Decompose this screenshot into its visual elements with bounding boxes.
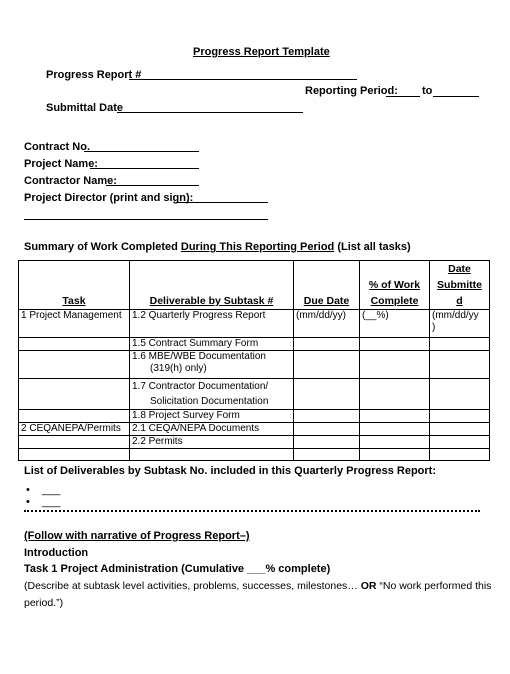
table-cell-percent[interactable] [360, 449, 430, 461]
progress-report-number-field[interactable] [129, 79, 357, 80]
narrative-instruction: (Follow with narrative of Progress Report–) [24, 530, 250, 542]
section-divider [24, 510, 480, 512]
deliverables-list-heading: List of Deliverables by Subtask No. included in this Quarterly Progress Report: [24, 465, 436, 477]
reporting-period-label: Reporting Period: [305, 85, 398, 97]
table-cell-deliverable[interactable]: 2.2 Permits [130, 436, 294, 449]
table-cell-due-date[interactable] [294, 449, 360, 461]
table-cell-percent[interactable] [360, 436, 430, 449]
project-name-field[interactable] [90, 168, 199, 169]
table-cell-task[interactable] [19, 436, 130, 449]
table-row [19, 351, 490, 379]
table-row [19, 310, 490, 338]
column-header-date-submitted: Date Submitte d [430, 261, 490, 310]
list-item[interactable]: ___ [42, 496, 61, 508]
table-row [19, 436, 490, 449]
reporting-period-end-field[interactable] [433, 96, 479, 97]
table-cell-deliverable[interactable]: 1.7 Contractor Documentation/ Solicitation Documentation [130, 379, 294, 410]
project-director-signature-field[interactable] [24, 219, 268, 220]
table-cell-date-submitted[interactable] [430, 410, 490, 423]
column-header-percent-complete: % of Work Complete [360, 261, 430, 310]
table-cell-due-date[interactable] [294, 351, 360, 379]
table-cell-deliverable[interactable]: 1.8 Project Survey Form [130, 410, 294, 423]
summary-heading [24, 241, 411, 253]
table-cell-task[interactable]: 1 Project Management [19, 310, 130, 338]
table-cell-task[interactable] [19, 351, 130, 379]
table-cell-task[interactable] [19, 379, 130, 410]
summary-heading-underlined: During This Reporting Period [180, 241, 335, 253]
table-cell-due-date[interactable]: (mm/dd/yy) [294, 310, 360, 338]
table-cell-deliverable[interactable] [130, 449, 294, 461]
table-cell-percent[interactable] [360, 338, 430, 351]
table-row [19, 379, 490, 410]
table-cell-date-submitted[interactable] [430, 338, 490, 351]
reporting-period-start-field[interactable] [386, 96, 420, 97]
table-cell-date-submitted[interactable] [430, 351, 490, 379]
list-bullet: • [26, 484, 30, 496]
contract-no-field[interactable] [84, 151, 199, 152]
column-header-task: Task [19, 261, 130, 310]
contractor-name-field[interactable] [106, 185, 199, 186]
table-cell-percent[interactable] [360, 379, 430, 410]
summary-heading-prefix: Summary of Work Completed [24, 241, 181, 253]
list-item[interactable]: ___ [42, 484, 61, 496]
contract-no-label: Contract No. [24, 141, 90, 153]
table-cell-due-date[interactable] [294, 436, 360, 449]
table-cell-task[interactable] [19, 338, 130, 351]
task1-heading: Task 1 Project Administration (Cumulative ___% complete) [24, 563, 331, 575]
table-row [19, 338, 490, 351]
table-cell-date-submitted[interactable]: (mm/dd/yy ) [430, 310, 490, 338]
table-cell-due-date[interactable] [294, 379, 360, 410]
table-header-row [19, 261, 490, 310]
table-cell-date-submitted[interactable] [430, 436, 490, 449]
table-cell-date-submitted[interactable] [430, 379, 490, 410]
introduction-heading: Introduction [24, 547, 89, 559]
contractor-name-label: Contractor Name: [24, 175, 117, 187]
table-cell-task[interactable] [19, 449, 130, 461]
table-row [19, 423, 490, 436]
submittal-date-field[interactable] [117, 112, 303, 113]
column-header-due-date: Due Date [294, 261, 360, 310]
summary-heading-suffix: (List all tasks) [334, 241, 411, 253]
work-summary-table [18, 260, 490, 461]
table-row [19, 449, 490, 461]
table-cell-percent[interactable] [360, 410, 430, 423]
progress-report-number-label: Progress Report # [46, 69, 142, 81]
table-cell-deliverable[interactable]: 1.5 Contract Summary Form [130, 338, 294, 351]
table-cell-due-date[interactable] [294, 410, 360, 423]
table-cell-task[interactable]: 2 CEQANEPA/Permits [19, 423, 130, 436]
table-cell-percent[interactable] [360, 423, 430, 436]
table-cell-deliverable[interactable]: 1.2 Quarterly Progress Report [130, 310, 294, 338]
project-director-label: Project Director (print and sign): [24, 192, 194, 204]
submittal-date-label: Submittal Date [46, 102, 124, 114]
table-cell-deliverable[interactable]: 1.6 MBE/WBE Documentation (319(h) only) [130, 351, 294, 379]
reporting-period-to-label: to [422, 85, 433, 97]
task1-description-continued: period.”) [24, 597, 64, 609]
table-cell-due-date[interactable] [294, 338, 360, 351]
table-cell-percent[interactable] [360, 351, 430, 379]
table-cell-percent[interactable]: (__%) [360, 310, 430, 338]
table-cell-date-submitted[interactable] [430, 449, 490, 461]
table-row [19, 410, 490, 423]
project-name-label: Project Name: [24, 158, 98, 170]
task1-description: (Describe at subtask level activities, problems, successes, milestones… OR “No work performed this [24, 580, 492, 592]
table-cell-date-submitted[interactable] [430, 423, 490, 436]
table-cell-due-date[interactable] [294, 423, 360, 436]
table-cell-deliverable[interactable]: 2.1 CEQA/NEPA Documents [130, 423, 294, 436]
column-header-deliverable: Deliverable by Subtask # [130, 261, 294, 310]
table-cell-task[interactable] [19, 410, 130, 423]
document-title: Progress Report Template [193, 46, 330, 58]
list-bullet: • [26, 496, 30, 508]
project-director-field[interactable] [176, 202, 268, 203]
